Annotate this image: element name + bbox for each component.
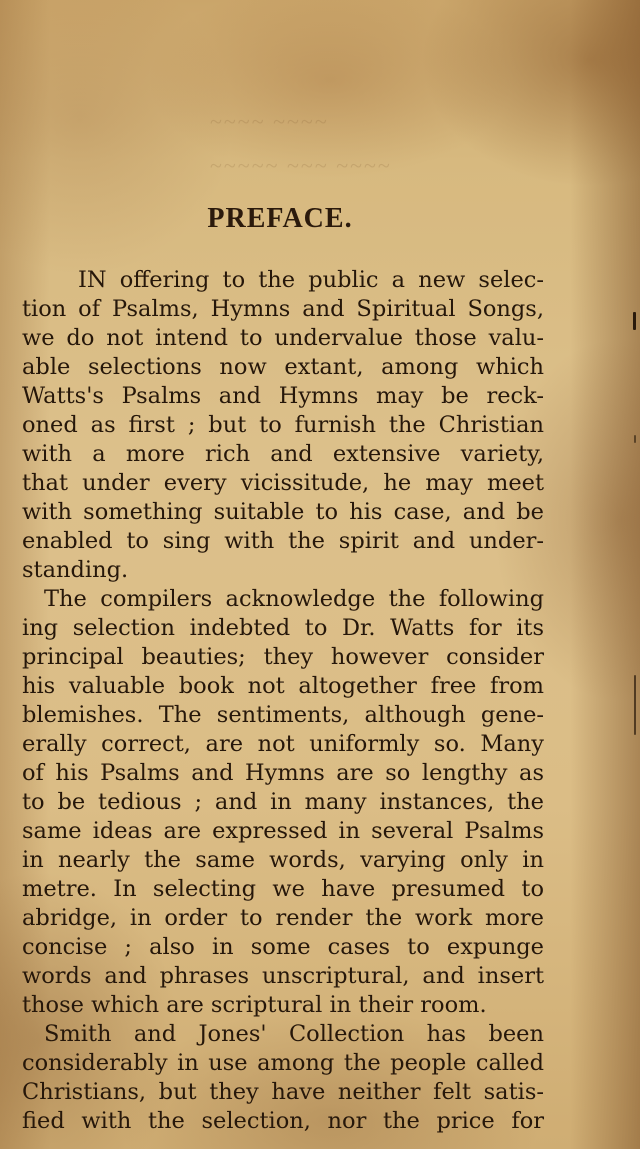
text-line: we do not intend to undervalue those valu- [22, 325, 544, 351]
text-line: blemishes. The sentiments, although gene- [22, 702, 544, 728]
text-line: IN offering to the public a new selec- [78, 267, 544, 293]
text-line: of his Psalms and Hymns are so lengthy as [22, 760, 544, 786]
text-line: his valuable book not altogether free from [22, 673, 544, 699]
text-line: standing. [22, 557, 129, 583]
text-line: tion of Psalms, Hymns and Spiritual Songs, [22, 296, 544, 322]
text-line: Watts's Psalms and Hymns may be reck- [22, 383, 544, 409]
text-line: metre. In selecting we have presumed to [22, 876, 544, 902]
text-line: same ideas are expressed in several Psalms [22, 818, 544, 844]
text-line: erally correct, are not uniformly so. Many [22, 731, 544, 757]
page-edge-mark [634, 435, 636, 443]
page-title: PREFACE. [207, 203, 353, 234]
text-line: The compilers acknowledge the following [44, 586, 544, 612]
text-line: ing selection indebted to Dr. Watts for its [22, 615, 544, 641]
preface-body [22, 266, 544, 1136]
text-line: to be tedious ; and in many instances, the [22, 789, 544, 815]
text-line: enabled to sing with the spirit and under- [22, 528, 544, 554]
text-line: Christians, but they have neither felt satis- [22, 1079, 544, 1105]
text-line: principal beauties; they however consider [22, 644, 544, 670]
text-line: abridge, in order to render the work more [22, 905, 544, 931]
text-line: in nearly the same words, varying only in [22, 847, 544, 873]
text-line: words and phrases unscriptural, and insert [22, 963, 544, 989]
text-line: Smith and Jones' Collection has been [44, 1021, 544, 1047]
bleed-through-text: ~~~~ ~~~~ ~~~~~ ~~~ ~~~~ [210, 109, 392, 178]
text-line: with something suitable to his case, and be [22, 499, 544, 525]
page-edge-mark [633, 312, 636, 330]
page-edge-mark [634, 675, 636, 735]
text-line: fied with the selection, nor the price for [22, 1108, 544, 1134]
text-line: that under every vicissitude, he may meet [22, 470, 544, 496]
text-line: oned as first ; but to furnish the Christian [22, 412, 544, 438]
text-line: considerably in use among the people called [22, 1050, 544, 1076]
text-line: able selections now extant, among which [22, 354, 544, 380]
text-line: with a more rich and extensive variety, [22, 441, 544, 467]
text-line: concise ; also in some cases to expunge [22, 934, 544, 960]
text-line: those which are scriptural in their room. [22, 992, 487, 1018]
